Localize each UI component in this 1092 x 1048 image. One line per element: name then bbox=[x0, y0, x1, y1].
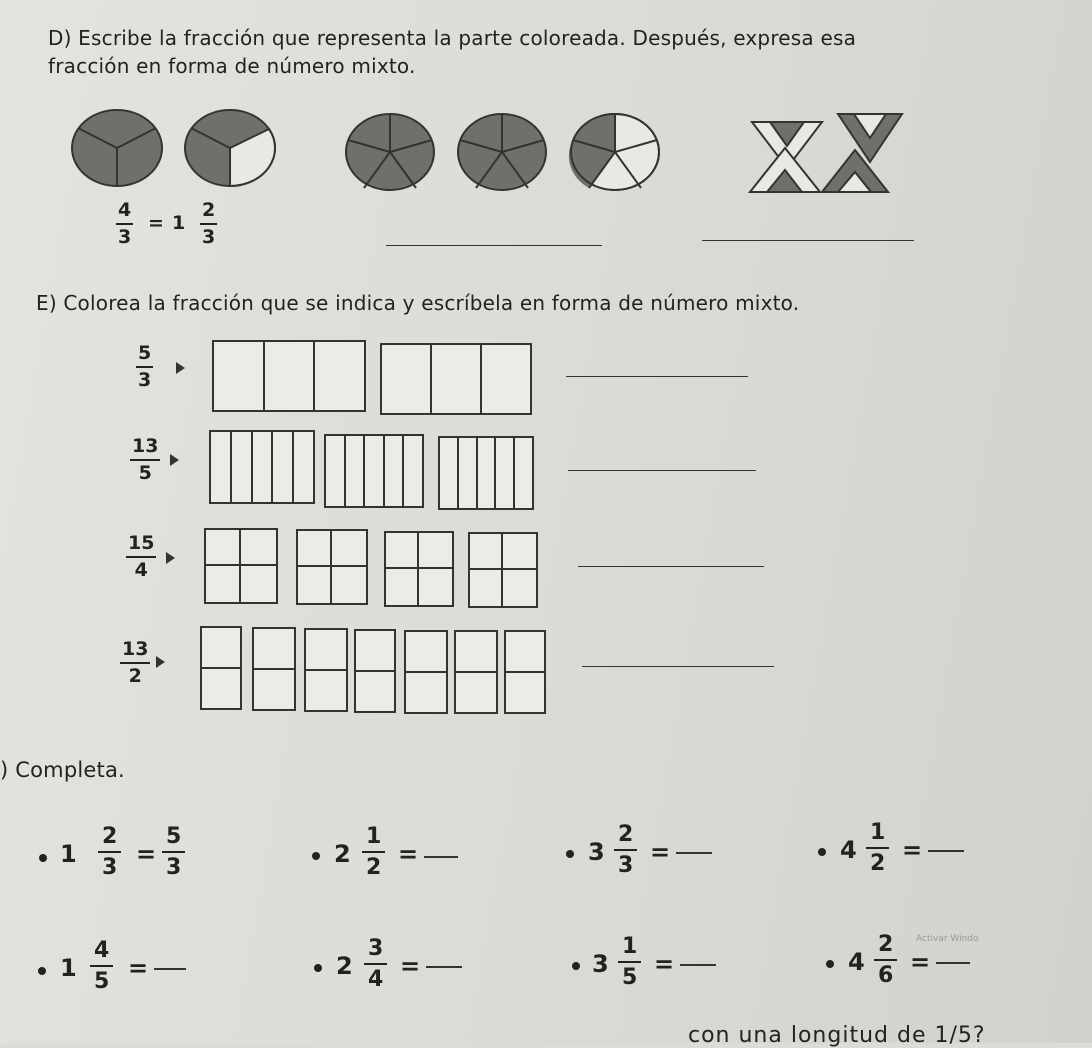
answer-line-triangles[interactable] bbox=[702, 240, 914, 241]
triangle-figures bbox=[750, 114, 902, 192]
bar-cell[interactable] bbox=[496, 438, 515, 508]
grid-cell[interactable] bbox=[503, 534, 536, 570]
item1-answer-num: 5 bbox=[162, 826, 185, 853]
half-cell[interactable] bbox=[506, 673, 544, 712]
row3-square-b[interactable] bbox=[296, 529, 368, 605]
grid-cell[interactable] bbox=[241, 530, 276, 566]
row3-square-d[interactable] bbox=[468, 532, 538, 608]
bar-cell[interactable] bbox=[404, 436, 422, 506]
half-cell[interactable] bbox=[406, 673, 446, 712]
half-cell[interactable] bbox=[406, 632, 446, 673]
item2-num: 1 bbox=[362, 826, 385, 853]
bar-cell[interactable] bbox=[273, 432, 294, 502]
row3-square-a[interactable] bbox=[204, 528, 278, 604]
answer-line-circles[interactable] bbox=[386, 245, 602, 246]
row4-answer-line[interactable] bbox=[582, 666, 774, 667]
row1-answer-line[interactable] bbox=[566, 376, 748, 377]
item3-num: 2 bbox=[614, 824, 637, 851]
item5-answer-blank[interactable] bbox=[154, 968, 186, 970]
example-equals: = bbox=[148, 212, 164, 234]
item7-fraction bbox=[618, 936, 641, 989]
grid-cell[interactable] bbox=[298, 567, 332, 603]
item7-answer-blank[interactable] bbox=[680, 964, 716, 966]
half-cell[interactable] bbox=[306, 630, 346, 671]
item5-equals: = bbox=[128, 954, 149, 982]
row4-fraction bbox=[120, 640, 150, 686]
row3-square-c[interactable] bbox=[384, 531, 454, 607]
bullet-dot bbox=[818, 848, 826, 856]
half-cell[interactable] bbox=[456, 632, 496, 673]
grid-cell[interactable] bbox=[470, 534, 503, 570]
item8-whole: 4 bbox=[848, 948, 865, 976]
row2-bar-b[interactable] bbox=[324, 434, 424, 508]
grid-cell[interactable] bbox=[332, 567, 366, 603]
item7-den: 5 bbox=[622, 965, 638, 990]
row2-num: 13 bbox=[130, 437, 160, 461]
bar-cell[interactable] bbox=[385, 436, 405, 506]
grid-cell[interactable] bbox=[419, 533, 452, 569]
circle-fifths-2 bbox=[458, 114, 546, 190]
item3-whole: 3 bbox=[588, 838, 605, 866]
item8-answer-blank[interactable] bbox=[936, 962, 970, 964]
item2-answer-blank[interactable] bbox=[424, 856, 458, 858]
row1-bar-a[interactable] bbox=[212, 340, 366, 412]
row1-den: 3 bbox=[138, 369, 152, 391]
row2-den: 5 bbox=[138, 462, 152, 484]
item7-num: 1 bbox=[618, 936, 641, 963]
half-cell[interactable] bbox=[306, 671, 346, 710]
example-whole: 1 bbox=[172, 212, 186, 234]
item4-whole: 4 bbox=[840, 836, 857, 864]
item4-den: 2 bbox=[870, 851, 886, 876]
row4-rect-2[interactable] bbox=[252, 627, 296, 711]
section-f-title: ) Completa. bbox=[0, 758, 125, 782]
row3-den: 4 bbox=[134, 559, 148, 581]
grid-cell[interactable] bbox=[206, 530, 241, 566]
item7-whole: 3 bbox=[592, 950, 609, 978]
row4-rect-6[interactable] bbox=[454, 630, 498, 714]
circle-fifths-1 bbox=[346, 114, 434, 190]
row4-den: 2 bbox=[128, 665, 142, 687]
bullet-dot bbox=[39, 854, 47, 862]
bar-cell[interactable] bbox=[232, 432, 253, 502]
example-improper-fraction bbox=[116, 201, 133, 247]
example-den: 3 bbox=[118, 226, 132, 248]
item4-num: 1 bbox=[866, 822, 889, 849]
circle-thirds-partial bbox=[185, 110, 275, 186]
bar-cell[interactable] bbox=[265, 342, 316, 410]
bar-cell[interactable] bbox=[346, 436, 366, 506]
row3-fraction bbox=[126, 534, 156, 580]
circle-thirds-full bbox=[72, 110, 162, 186]
item8-equals: = bbox=[910, 948, 931, 976]
row1-fraction bbox=[136, 344, 153, 390]
item1-num: 2 bbox=[98, 826, 121, 853]
bullet-dot bbox=[314, 964, 322, 972]
item8-den: 6 bbox=[878, 963, 894, 988]
item6-fraction bbox=[364, 938, 387, 991]
circle-fifths-3 bbox=[569, 114, 659, 190]
half-cell[interactable] bbox=[254, 670, 294, 709]
row2-arrow-icon bbox=[170, 454, 179, 466]
item1-answer-den: 3 bbox=[166, 855, 182, 880]
bar-cell[interactable] bbox=[253, 432, 274, 502]
item1-fraction bbox=[98, 826, 121, 879]
item1-whole: 1 bbox=[60, 840, 77, 868]
item4-equals: = bbox=[902, 836, 923, 864]
grid-cell[interactable] bbox=[386, 569, 419, 605]
item3-answer-blank[interactable] bbox=[676, 852, 712, 854]
row1-arrow-icon bbox=[176, 362, 185, 374]
row2-bar-a[interactable] bbox=[209, 430, 315, 504]
item1-answer bbox=[162, 826, 185, 879]
row4-rect-3[interactable] bbox=[304, 628, 348, 712]
bar-cell[interactable] bbox=[315, 342, 364, 410]
item6-whole: 2 bbox=[336, 952, 353, 980]
item6-den: 4 bbox=[368, 967, 384, 992]
row2-bar-c[interactable] bbox=[438, 436, 534, 510]
section-d-title-line2: fracción en forma de número mixto. bbox=[48, 54, 416, 78]
section-d-title-line1: D) Escribe la fracción que representa la parte coloreada. Después, expresa esa bbox=[48, 26, 857, 50]
item2-den: 2 bbox=[366, 855, 382, 880]
example-mixed-num: 2 bbox=[200, 201, 217, 225]
example-mixed-den: 3 bbox=[202, 226, 216, 248]
bar-cell[interactable] bbox=[382, 345, 432, 413]
grid-cell[interactable] bbox=[241, 566, 276, 602]
bullet-dot bbox=[572, 962, 580, 970]
item4-answer-blank[interactable] bbox=[928, 850, 964, 852]
grid-cell[interactable] bbox=[470, 570, 503, 606]
item8-num: 2 bbox=[874, 934, 897, 961]
half-cell[interactable] bbox=[356, 631, 394, 672]
half-cell[interactable] bbox=[202, 669, 240, 708]
item1-equals: = bbox=[136, 840, 157, 868]
item6-answer-blank[interactable] bbox=[426, 966, 462, 968]
half-cell[interactable] bbox=[202, 628, 240, 669]
bullet-dot bbox=[312, 852, 320, 860]
row4-rect-4[interactable] bbox=[354, 629, 396, 713]
row1-num: 5 bbox=[136, 344, 153, 368]
half-cell[interactable] bbox=[254, 629, 294, 670]
item2-whole: 2 bbox=[334, 840, 351, 868]
row4-rect-1[interactable] bbox=[200, 626, 242, 710]
grid-cell[interactable] bbox=[206, 566, 241, 602]
row4-rect-5[interactable] bbox=[404, 630, 448, 714]
bar-cell[interactable] bbox=[459, 438, 478, 508]
bar-cell[interactable] bbox=[482, 345, 530, 413]
half-cell[interactable] bbox=[506, 632, 544, 673]
fraction-figures bbox=[60, 100, 930, 210]
item3-fraction bbox=[614, 824, 637, 877]
item4-fraction bbox=[866, 822, 889, 875]
half-cell[interactable] bbox=[456, 673, 496, 712]
example-mixed-fraction bbox=[200, 201, 217, 247]
item6-num: 3 bbox=[364, 938, 387, 965]
bullet-dot bbox=[566, 850, 574, 858]
row2-answer-line[interactable] bbox=[568, 470, 756, 471]
bar-cell[interactable] bbox=[432, 345, 482, 413]
bar-cell[interactable] bbox=[294, 432, 313, 502]
half-cell[interactable] bbox=[356, 672, 394, 711]
grid-cell[interactable] bbox=[298, 531, 332, 567]
item6-equals: = bbox=[400, 952, 421, 980]
item5-whole: 1 bbox=[60, 954, 77, 982]
item2-equals: = bbox=[398, 840, 419, 868]
example-num: 4 bbox=[116, 201, 133, 225]
item3-equals: = bbox=[650, 838, 671, 866]
item5-fraction bbox=[90, 940, 113, 993]
bullet-dot bbox=[38, 967, 46, 975]
bullet-dot bbox=[826, 960, 834, 968]
grid-cell[interactable] bbox=[386, 533, 419, 569]
row4-arrow-icon bbox=[156, 656, 165, 668]
section-e-title: E) Colorea la fracción que se indica y escríbela en forma de número mixto. bbox=[36, 291, 800, 315]
row3-arrow-icon bbox=[166, 552, 175, 564]
item7-equals: = bbox=[654, 950, 675, 978]
row3-answer-line[interactable] bbox=[578, 566, 764, 567]
row3-num: 15 bbox=[126, 534, 156, 558]
grid-cell[interactable] bbox=[503, 570, 536, 606]
footer-fragment: con una longitud de 1/5? bbox=[688, 1023, 986, 1048]
bar-cell[interactable] bbox=[440, 438, 459, 508]
row4-rect-7[interactable] bbox=[504, 630, 546, 714]
bar-cell[interactable] bbox=[515, 438, 532, 508]
bar-cell[interactable] bbox=[214, 342, 265, 410]
grid-cell[interactable] bbox=[419, 569, 452, 605]
item1-den: 3 bbox=[102, 855, 118, 880]
item5-num: 4 bbox=[90, 940, 113, 967]
bar-cell[interactable] bbox=[365, 436, 385, 506]
item5-den: 5 bbox=[94, 969, 110, 994]
row1-bar-b[interactable] bbox=[380, 343, 532, 415]
grid-cell[interactable] bbox=[332, 531, 366, 567]
row4-num: 13 bbox=[120, 640, 150, 664]
bar-cell[interactable] bbox=[211, 432, 232, 502]
row2-fraction bbox=[130, 437, 160, 483]
watermark-text: Activar Windo bbox=[916, 934, 979, 944]
bar-cell[interactable] bbox=[478, 438, 497, 508]
bar-cell[interactable] bbox=[326, 436, 346, 506]
item3-den: 3 bbox=[618, 853, 634, 878]
item8-fraction bbox=[874, 934, 897, 987]
item2-fraction bbox=[362, 826, 385, 879]
